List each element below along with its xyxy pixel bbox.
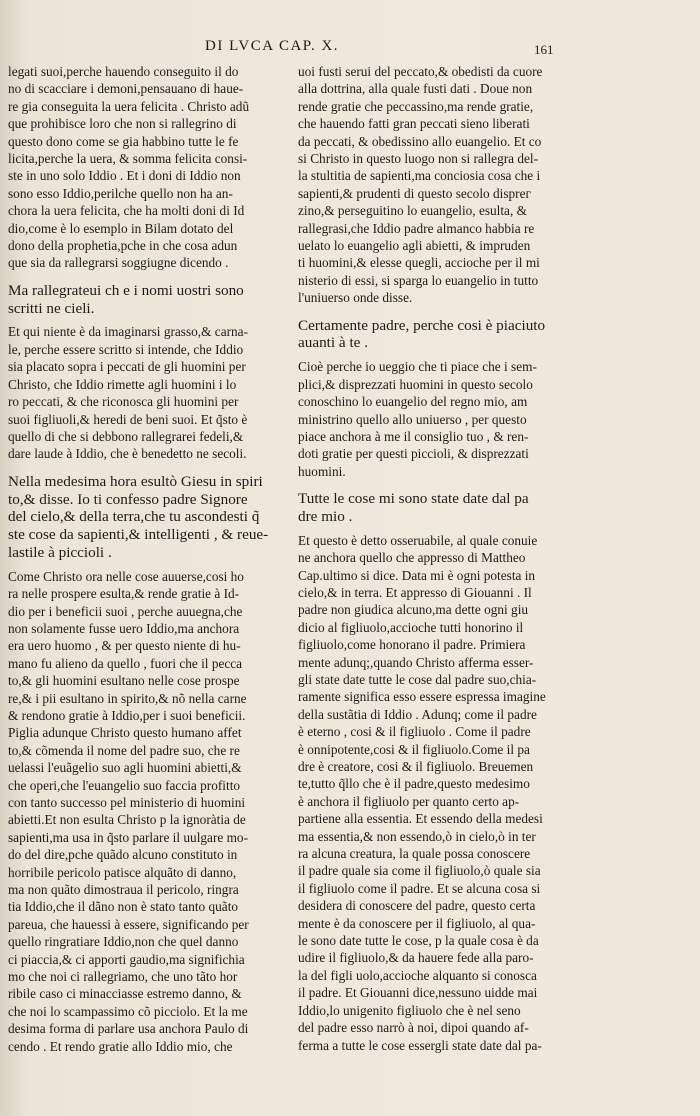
text-line: rende gratie che peccassino,ma rende gratie, bbox=[298, 98, 534, 114]
text-line: sapienti,& prudenti di questo secolo dispreг bbox=[298, 185, 531, 201]
text-line: della sustãtia di Iddio . Adunq; come il padre bbox=[298, 706, 537, 722]
text-line: uoi fusti serui del peccato,& obedisti da cuore bbox=[298, 64, 543, 79]
text-line: non solamente fusse uero Iddio,ma anchora bbox=[8, 620, 240, 636]
text-line: do del dire,pche quãdo alcuno constituto in bbox=[8, 847, 238, 863]
commentary-paragraph bbox=[298, 358, 581, 480]
commentary-paragraph bbox=[298, 63, 581, 307]
text-line: è eterno , cosi & il figliuolo . Come il padre bbox=[298, 724, 531, 740]
text-line: che operi,che l'euangelio suo faccia profitto bbox=[8, 777, 241, 793]
text-line: Cap.ultimo si dice. Data mi è ogni potesta in bbox=[298, 567, 536, 583]
text-line: l'uniuerso onde disse. bbox=[298, 290, 413, 306]
text-line: con tanto successo pel ministerio di huomini bbox=[8, 794, 246, 810]
text-line: uelato lo euangelio agli abietti, & impruden bbox=[298, 238, 531, 254]
text-line: gli state date tutte le cose dal padre suo,chia- bbox=[298, 671, 537, 687]
text-line: che hauendo fatti gran peccati sieno liberati bbox=[298, 116, 530, 132]
text-line: dio,come è lo esemplo in Bilam dotato del bbox=[8, 220, 234, 236]
text-line: ra alcuna creatura, la quale possa conoscere bbox=[298, 846, 531, 862]
text-line: mo che noi ci rallegriamo, che uno tãto hor bbox=[8, 969, 238, 985]
text-line: dicio al figliuolo,accioche tutti honorino il bbox=[298, 619, 524, 635]
text-line: Et qui niente è da imaginarsi grasso,& carna- bbox=[8, 324, 248, 340]
text-line: ma non quãto dimostraua il pericolo, ringra bbox=[8, 882, 239, 898]
text-line: suoi figliuoli,& heredi de beni suoi. Et q̃sto è bbox=[8, 411, 248, 427]
text-line: huomini. bbox=[298, 463, 346, 479]
text-line: licita,perche la uera, & somma felicita consi- bbox=[8, 151, 248, 167]
text-line: to,& cõmenda il nome del padre suo, che re bbox=[8, 742, 240, 758]
text-line: auanti à te . bbox=[298, 334, 368, 352]
text-line: legati suoi,perche hauendo conseguito il do bbox=[8, 64, 239, 79]
text-line: chora la uera felicita, che ha molti doni di Id bbox=[8, 203, 245, 219]
text-line: ferma a tutte le cose essergli state date dal pa- bbox=[298, 1037, 542, 1053]
text-line: mente è da conoscere per il figliuolo, al qua- bbox=[298, 915, 536, 931]
commentary-paragraph bbox=[8, 323, 285, 462]
text-line: che noi lo scampassimo cõ picciolo. Et la me bbox=[8, 1003, 248, 1019]
text-line: ro peccati, & che riconosca gli huomini per bbox=[8, 394, 239, 410]
paragraph-gap bbox=[8, 463, 285, 469]
text-line: rallegrasi,che Iddio padre almanco habbia re bbox=[298, 220, 535, 236]
text-line: il padre. Et Giouanni dice,nessuno uidde mai bbox=[298, 985, 538, 1001]
text-line: mano fu alieno da quello , fuori che il pecca bbox=[8, 655, 243, 671]
text-line: le, perche essere scritto si intende, che Iddio bbox=[8, 341, 244, 357]
text-line: il padre quale sia come il figliuolo,ò quale sia bbox=[298, 863, 541, 879]
text-line: & rendono gratie à Iddio,per i suoi beneficii. bbox=[8, 707, 246, 723]
text-line: era uero huomo , & per questo niente di hu- bbox=[8, 638, 241, 654]
text-line: conoschino lo euangelio del regno mio, am bbox=[298, 394, 528, 410]
text-line: ste cose da sapienti,& intelligenti , & reue- bbox=[8, 526, 269, 544]
text-line: ribile caso ci minacciasse estremo danno, & bbox=[8, 986, 242, 1002]
text-line: sapienti,ma usa in q̃sto parlare il uulgare mo- bbox=[8, 829, 249, 845]
text-line: uelassi l'euãgelio suo agli huomini abietti,& bbox=[8, 760, 242, 776]
text-line: to,& disse. Io ti confesso padre Signore bbox=[8, 490, 248, 508]
text-line: re,& i pii esultano in spirito,& nõ nella carne bbox=[8, 690, 247, 706]
text-line: dono della prophetia,pche in che cosa adun bbox=[8, 238, 238, 254]
text-line: ne anchora quello che appresso di Mattheo bbox=[298, 550, 526, 566]
text-line: dre è creatore, cosi & il figliuolo. Breuemen bbox=[298, 759, 534, 774]
text-line: Certamente padre, perche cosi è piaciuto bbox=[298, 316, 546, 334]
text-line: la del figli uolo,accioche alquanto si conosca bbox=[298, 967, 537, 983]
text-line: abietti.Et non esulta Christo p la ignoràtia de bbox=[8, 812, 246, 828]
text-line: alla dottrina, alla quale fusti dati . Doue non bbox=[298, 81, 533, 97]
text-line: Come Christo ora nelle cose auuerse,cosi ho bbox=[8, 568, 244, 584]
text-line: da peccati, & obedissino allo euangelio. Et co bbox=[298, 133, 542, 149]
text-line: dare laude à Iddio, che è benedetto ne secoli. bbox=[8, 446, 247, 462]
text-line: il figliuolo come il padre. Et se alcuna cosa si bbox=[298, 880, 541, 896]
text-line: Ma rallegrateui ch e i nomi uostri sono bbox=[8, 281, 244, 299]
scripture-verse bbox=[8, 282, 285, 318]
text-line: zino,& perseguitino lo euangelio, esulta, & bbox=[298, 203, 527, 219]
text-line: è onnipotente,cosi & il figliuolo.Come il pa bbox=[298, 741, 530, 757]
text-line: la stultitia de sapienti,ma conciosia cosa che i bbox=[298, 168, 541, 184]
text-line: re gia conseguita la uera felicita . Christo adũ bbox=[8, 98, 250, 114]
text-line: que prohibisce loro che non si rallegrino di bbox=[8, 116, 237, 132]
commentary-paragraph bbox=[8, 63, 285, 272]
text-line: que sia da rallegrarsi soggiugne dicendo . bbox=[8, 255, 229, 271]
text-line: no di scacciare i demoni,pensauano di haue- bbox=[8, 81, 244, 97]
text-line: udire il figliuolo,& da hauere fede alla paro- bbox=[298, 950, 534, 966]
text-line: quello di che si debbono rallegrarei fedeli,& bbox=[8, 428, 244, 444]
text-line: questo dono come se gia habbino tutte le fe bbox=[8, 133, 239, 149]
text-line: to,& gli huomini esultano nelle cose prospe bbox=[8, 673, 240, 689]
text-line: quello ringratiare Iddio,non che quel danno bbox=[8, 934, 239, 950]
text-line: figliuolo,come honorano il padre. Primiera bbox=[298, 637, 526, 653]
text-line: del padre esso narrò à noi, dipoi quando af- bbox=[298, 1020, 529, 1036]
paragraph-gap bbox=[8, 272, 285, 278]
text-line: Piglia adunque Christo questo humano affet bbox=[8, 725, 242, 741]
page-number: 161 bbox=[534, 42, 554, 57]
text-line: cendo . Et rendo gratie allo Iddio mio, che bbox=[8, 1038, 233, 1054]
text-line: Nella medesima hora esultò Giesu in spiri bbox=[8, 472, 263, 490]
paragraph-gap bbox=[298, 307, 581, 313]
running-head: DI LVCA CAP. X. bbox=[205, 38, 340, 54]
text-line: è anchora il figliuolo per quanto certo ap- bbox=[298, 793, 520, 809]
text-line: piace anchora à me il consiglio tuo , & ren- bbox=[298, 428, 529, 444]
text-line: ma essentia,& non essendo,ò in cielo,ò in ter bbox=[298, 828, 536, 844]
text-line: Christo, che Iddio rimette agli huomini i lo bbox=[8, 376, 237, 392]
text-line: pareua, che hauessi à essere, significando per bbox=[8, 916, 249, 932]
text-line: tia Iddio,che il dãno non è stato tanto quãto bbox=[8, 899, 239, 915]
text-line: nisterio di essi, si sparga lo euangelio in tutto bbox=[298, 272, 539, 288]
text-line: dio per i beneficii suoi , perche auuegna,che bbox=[8, 603, 243, 619]
text-line: doti gratie per questi piccioli, & disprezzati bbox=[298, 446, 529, 462]
text-line: scritti ne cieli. bbox=[8, 299, 95, 317]
text-line: ti huomini,& elesse quegli, accioche per il mi bbox=[298, 255, 540, 271]
commentary-paragraph bbox=[8, 568, 285, 1055]
text-line: sono esso Iddio,perilche quello non ha an- bbox=[8, 185, 233, 201]
text-line: ra nelle prospere esulta,& rende gratie à Id- bbox=[8, 586, 240, 602]
text-line: ste in uno solo Iddio . Et i doni di Iddio non bbox=[8, 168, 241, 184]
text-line: del cielo,& della terra,che tu ascondesti q̃ bbox=[8, 508, 260, 526]
text-line: cielo,& in terra. Et appresso di Giouanni . Il bbox=[298, 584, 532, 600]
text-line: plici,& disprezzati huomini in questo secolo bbox=[298, 376, 533, 392]
text-line: lastile à piccioli . bbox=[8, 543, 112, 561]
text-line: si Christo in questo luogo non si rallegra del- bbox=[298, 151, 539, 167]
text-line: ministrino quello allo uniuerso , per questo bbox=[298, 411, 527, 427]
text-line: dre mio . bbox=[298, 507, 353, 525]
text-line: desidera di conoscere del padre, questo certa bbox=[298, 898, 536, 914]
text-line: te,tutto q̃llo che è il padre,questo medesimo bbox=[298, 776, 530, 792]
commentary-paragraph bbox=[298, 532, 581, 1054]
text-line: horribile pericolo patisce alquãto di danno, bbox=[8, 864, 237, 880]
text-line: sia placato sopra i peccati de gli huomini per bbox=[8, 359, 246, 375]
text-line: Tutte le cose mi sono state date dal pa bbox=[298, 490, 529, 508]
left-column bbox=[8, 63, 285, 1055]
text-line: ramente significa esso essere espressa imagine bbox=[298, 689, 546, 705]
paragraph-gap bbox=[298, 480, 581, 486]
text-line: desima forma di parlare usa anchora Paulo di bbox=[8, 1021, 249, 1037]
scripture-verse bbox=[298, 490, 581, 526]
text-line: le sono date tutte le cose, p la quale cosa è da bbox=[298, 933, 539, 949]
text-line: mente adunq;,quando Christo afferma esser- bbox=[298, 654, 534, 670]
text-line: padre non giudica alcuno,ma dette ogni giu bbox=[298, 602, 529, 618]
right-column bbox=[298, 63, 581, 1054]
text-line: Iddio,lo unigenito figliuolo che è nel seno bbox=[298, 1002, 521, 1018]
text-line: Et questo è detto osseruabile, al quale conuie bbox=[298, 532, 538, 548]
text-line: Cioè perche io ueggio che ti piace che i sem- bbox=[298, 359, 537, 375]
text-line: partiene alla essentia. Et essendo della medesi bbox=[298, 811, 543, 827]
scripture-verse bbox=[298, 317, 581, 353]
scripture-verse bbox=[8, 473, 285, 562]
text-line: ci piaccia,& ci apporti gaudio,ma significhia bbox=[8, 951, 245, 967]
